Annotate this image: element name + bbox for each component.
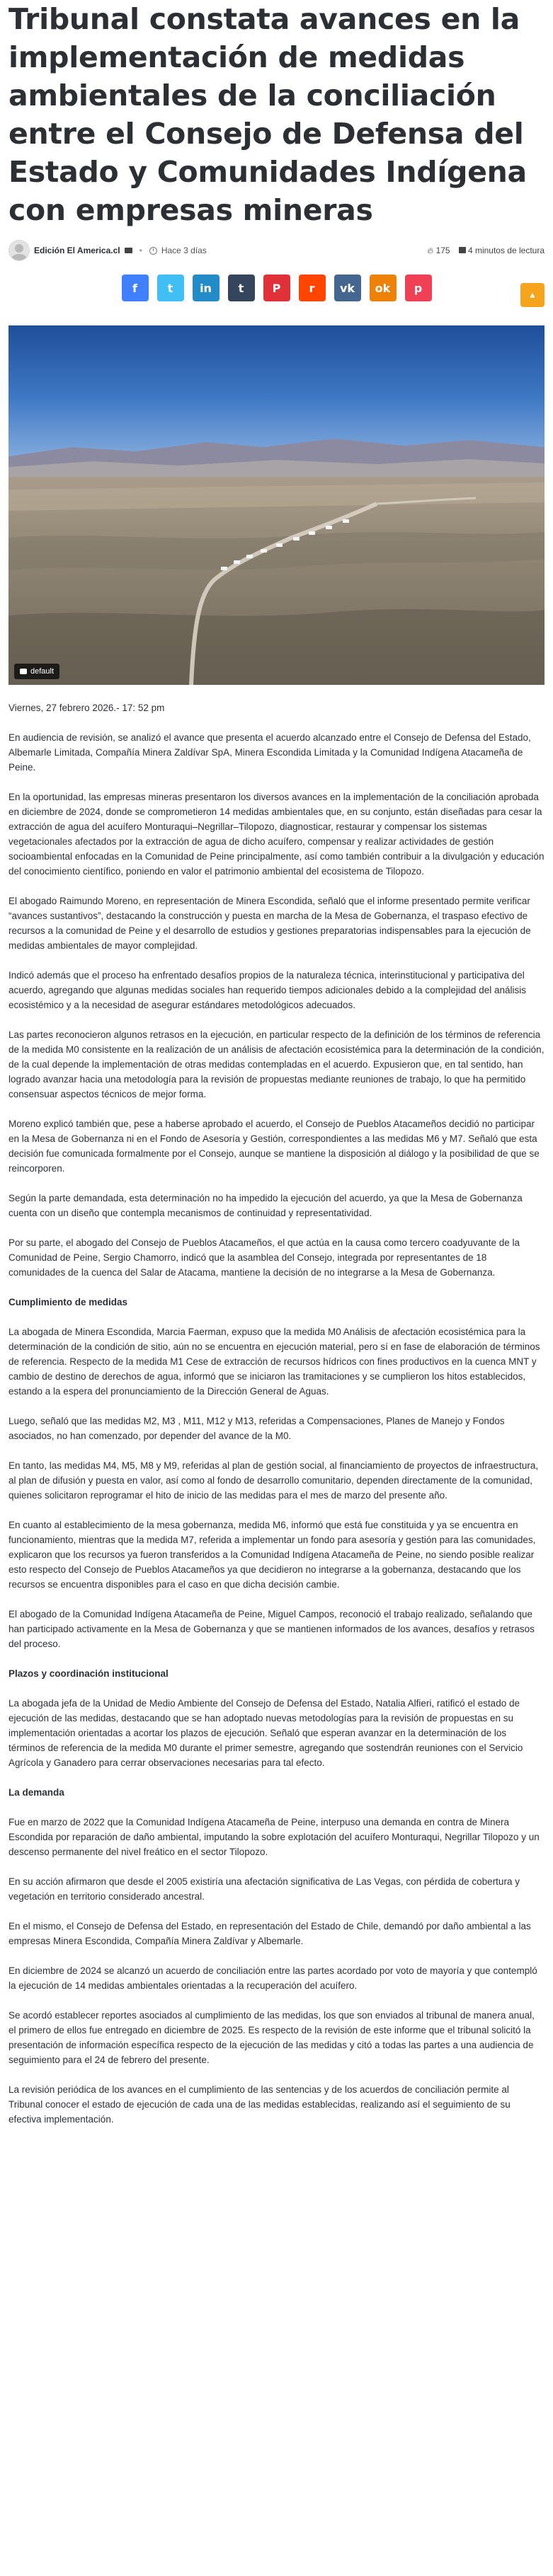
article-paragraph: La abogada de Minera Escondida, Marcia Faerman, expuso que la medida M0 Análisis de afectación ecosistémica para la determinación de la condición de sitio, aún no se encuentra en ejecución material, pero sí en fase de elaboración de términos de referencia. Respecto de la medida M1 Cese de extracción de recursos hídricos con fines productivos en la cuenca MNT y cambio de destino de derechos de agua, informó que se iniciaron las tramitaciones y se cumplieron los hitos establecidos, estando a la espera del pronunciamiento de la Dirección General de Aguas. bbox=[8, 1327, 540, 1397]
share-facebook-button[interactable] bbox=[122, 275, 149, 301]
article-paragraph: El abogado de la Comunidad Indígena Atacameña de Peine, Miguel Campos, reconoció el trabajo realizado, señalando que han participado activamente en la Mesa de Gobernanza y que se mantienen informados de los avances, desafíos y retrasos del proceso. bbox=[8, 1609, 535, 1649]
reddit-icon: r bbox=[309, 281, 315, 295]
article-paragraph: Según la parte demandada, esta determinación no ha impedido la ejecución del acuerdo, ya que la Mesa de Gobernanza cuenta con un diseño que contempla mecanismos de continuidad y representatividad. bbox=[8, 1193, 523, 1218]
share-buttons bbox=[0, 263, 553, 303]
share-odnoklassniki-button[interactable] bbox=[370, 275, 397, 301]
pocket-icon: p bbox=[414, 281, 423, 295]
article-paragraph: En la oportunidad, las empresas mineras presentaron los diversos avances en la implementación de la conciliación aprobada en diciembre de 2024, donde se comprometieron 14 medidas ambientales que, en su conjunto, están diseñadas para cesar la extracción de agua del acuífero Monturaqui–Negrillar–Tilopozo, diagnosticar, restaurar y compensar los sistemas vegetacionales afectados por la extracción de agua de dicho acuífero, compensar y realizar actividades de gestión socioambiental enfocadas en la Comunidad de Peine principalmente, así como también contribuir a la divulgación y educación del conocimiento científico, poniendo en valor el patrimonio ambiental del ecosistema de Tilopozo. bbox=[8, 792, 545, 877]
article-paragraph: Por su parte, el abogado del Consejo de Pueblos Atacameños, el que actúa en la causa como tercero coadyuvante de la Comunidad de Peine, Sergio Chamorro, indicó que la asamblea del Consejo, integrada por representantes de 18 comunidades de la cuenca del Salar de Atacama, mantiene la decisión de no integrarse a la Mesa de Gobernanza. bbox=[8, 1237, 520, 1278]
article-paragraph: El abogado Raimundo Moreno, en representación de Minera Escondida, señaló que el informe presentado permite verificar “avances sustantivos”, destacando la construcción y puesta en marcha de la Mesa de Gobernanza, el traspaso efectivo de recursos a la comunidad de Peine y el desarrollo de estudios y gestiones preparatorias indispensables para la ejecución de medidas ambientales de mayor complejidad. bbox=[8, 896, 531, 951]
article-paragraph: La revisión periódica de los avances en el cumplimiento de las sentencias y de los acuerdos de conciliación permite al Tribunal conocer el estado de ejecución de cada una de las medidas establecidas, realizando así el seguimiento de su efectiva implementación. bbox=[8, 2084, 511, 2125]
read-time: 4 minutos de lectura bbox=[459, 246, 545, 255]
article-dateline: Viernes, 27 febrero 2026.- 17: 52 pm bbox=[8, 703, 165, 713]
article-paragraph: Las partes reconocieron algunos retrasos en la ejecución, en particular respecto de la definición de los términos de referencia de la medida M0 consistente en la realización de un análisis de afectación ecosistémica para la determinación de la condición, de la cual depende la implementación de otras medidas contempladas en el acuerdo. Expusieron que, en tal sentido, han logrado avanzar hacia una metodología para la revisión de propuestas mediante reuniones de trabajo, lo que ha permitido consensuar aspectos técnicos de mejor forma. bbox=[8, 1029, 545, 1099]
envelope-icon[interactable] bbox=[125, 248, 132, 253]
book-icon bbox=[459, 247, 466, 253]
article-paragraph: Indicó además que el proceso ha enfrentado desafíos propios de la naturaleza técnica, interinstitucional y participativa del acuerdo, agregando que algunas medidas sociales han requerido tiempos adicionales debido a la complejidad del análisis ecosistémico y a la necesidad de asegurar estándares metodológicos adecuados. bbox=[8, 970, 526, 1010]
pinterest-icon: P bbox=[272, 281, 281, 295]
share-pocket-button[interactable] bbox=[405, 275, 432, 301]
linkedin-icon: in bbox=[200, 281, 212, 295]
section-heading: Cumplimiento de medidas bbox=[8, 1297, 128, 1307]
article-paragraph: La abogada jefa de la Unidad de Medio Ambiente del Consejo de Defensa del Estado, Natalia Alfieri, ratificó el estado de ejecución de las medidas, destacando que se han adoptado nuevas metodologías para la revisión de propuestas en su implementación orientadas a acortar los plazos de ejecución. Señaló que esperan avanzar en la determinación de los términos de referencia de la medida M0 durante el primer semestre, agregando que sostendrán reuniones con el Servicio Agrícola y Ganadero para cerrar observaciones necesarias para tal efecto. bbox=[8, 1698, 523, 1768]
views-count: 🔥︎ 175 bbox=[427, 245, 450, 255]
facebook-icon: f bbox=[132, 281, 137, 295]
back-to-top-button[interactable] bbox=[520, 283, 545, 307]
vk-icon: vk bbox=[339, 281, 355, 295]
share-vk-button[interactable] bbox=[334, 275, 361, 301]
share-tumblr-button[interactable] bbox=[228, 275, 255, 301]
share-pinterest-button[interactable] bbox=[263, 275, 290, 301]
article-paragraph: Luego, señaló que las medidas M2, M3 , M11, M12 y M13, referidas a Compensaciones, Planes de Manejo y Fondos asociados, no han comenzado, por depender del avance de la M0. bbox=[8, 1416, 505, 1441]
section-heading: La demanda bbox=[8, 1787, 64, 1798]
article-paragraph: En el mismo, el Consejo de Defensa del Estado, en representación del Estado de Chile, demandó por daño ambiental a las empresas Minera Escondida, Compañía Minera Zaldívar y Albemarle. bbox=[8, 1921, 531, 1946]
author-link[interactable]: Edición El America.cl bbox=[34, 246, 120, 255]
article-paragraph: Moreno explicó también que, pese a haberse aprobado el acuerdo, el Consejo de Pueblos Atacameños decidió no participar en la Mesa de Gobernanza ni en el Fondo de Asesoría y Gestión, correspondientes a las medidas M6 y M7. Señaló que esta decisión fue comunicada formalmente por el Consejo, aunque se mantiene la disposición al diálogo y la posibilidad de que se reincorporen. bbox=[8, 1119, 540, 1174]
tumblr-icon: t bbox=[238, 281, 244, 295]
share-twitter-button[interactable] bbox=[157, 275, 184, 301]
article-paragraphs bbox=[8, 730, 545, 2127]
article-paragraph: En diciembre de 2024 se alcanzó un acuerdo de conciliación entre las partes acordado por voto de mayoría y que contempló la ejecución de 14 medidas ambientales orientadas a la recuperación del acuífero. bbox=[8, 1965, 537, 1991]
chevron-up-icon: ▲ bbox=[528, 290, 537, 300]
article-paragraph: En cuanto al establecimiento de la mesa gobernanza, medida M6, informó que está fue constituida y ya se encuentra en funcionamiento, mientras que la medida M7, referida a implementar un fondo para asesoría y gestión para las comunidades, explicaron que los recursos ya fueron transferidos a la Comunidad Indígena Atacameña de Peine, no siendo posible realizar esto respecto del Consejo de Pueblos Atacameños ya que decidieron no integrarse a la gobernanza, destacando que los recursos se encuentra disponibles para el caso en que dicha decisión cambie. bbox=[8, 1520, 536, 1590]
article-body bbox=[0, 685, 553, 2127]
article-paragraph: En audiencia de revisión, se analizó el avance que presenta el acuerdo alcanzado entre el Consejo de Defensa del Estado, Albemarle Limitada, Compañía Minera Zaldívar SpA, Minera Escondida Limitada y la Comunidad Indígena Atacameña de Peine. bbox=[8, 732, 531, 773]
article-paragraph: Se acordó establecer reportes asociados al cumplimiento de las medidas, los que son enviados al tribunal de manera anual, el primero de ellos fue entregado en diciembre de 2025. Es respecto de la revisión de este informe que el tribunal solicitó la presentación de información específica respecto de la ejecución de las medidas y citó a todas las partes a una audiencia de seguimiento para el 24 de febrero del presente. bbox=[8, 2010, 535, 2065]
odnoklassniki-icon: ok bbox=[375, 281, 391, 295]
hero-image bbox=[8, 325, 545, 685]
article-meta bbox=[0, 229, 553, 263]
article-paragraph: En tanto, las medidas M4, M5, M8 y M9, referidas al plan de gestión social, al financiamiento de proyectos de infraestructura, al plan de difusión y puesta en valor, así como al fondo de desarrollo comunitario, dependen directamente de la comunidad, quienes solicitaron reprogramar el hito de inicio de las medidas para el mes de marzo del presente año. bbox=[8, 1460, 539, 1501]
article-paragraph: En su acción afirmaron que desde el 2005 existiría una afectación significativa de Las Vegas, con pérdida de cobertura y vegetación en territorio considerado ancestral. bbox=[8, 1876, 520, 1902]
clock-icon bbox=[149, 247, 157, 255]
twitter-icon: t bbox=[167, 281, 173, 295]
fire-icon: 🔥︎ bbox=[427, 245, 434, 255]
section-heading: Plazos y coordinación institucional bbox=[8, 1668, 169, 1679]
separator: • bbox=[139, 246, 142, 255]
camera-icon bbox=[20, 669, 27, 674]
image-caption: default bbox=[14, 664, 59, 679]
avatar[interactable] bbox=[8, 240, 30, 261]
article-title: Tribunal constata avances en la implementación de medidas ambientales de la conciliación entre el Consejo de Defensa del Estado y Comunidades Indígena con empresas mineras bbox=[8, 2, 527, 227]
desert-road-photo bbox=[8, 325, 545, 685]
share-linkedin-button[interactable] bbox=[193, 275, 220, 301]
share-reddit-button[interactable] bbox=[299, 275, 326, 301]
article-paragraph: Fue en marzo de 2022 que la Comunidad Indígena Atacameña de Peine, interpuso una demanda en contra de Minera Escondida por reparación de daño ambiental, imputando la sobre explotación del acuífero Monturaqui, Negrillar Tilopozo y un descenso permanente del nivel freático en el sector Tilopozo. bbox=[8, 1817, 540, 1857]
published-time: Hace 3 días bbox=[161, 246, 207, 255]
